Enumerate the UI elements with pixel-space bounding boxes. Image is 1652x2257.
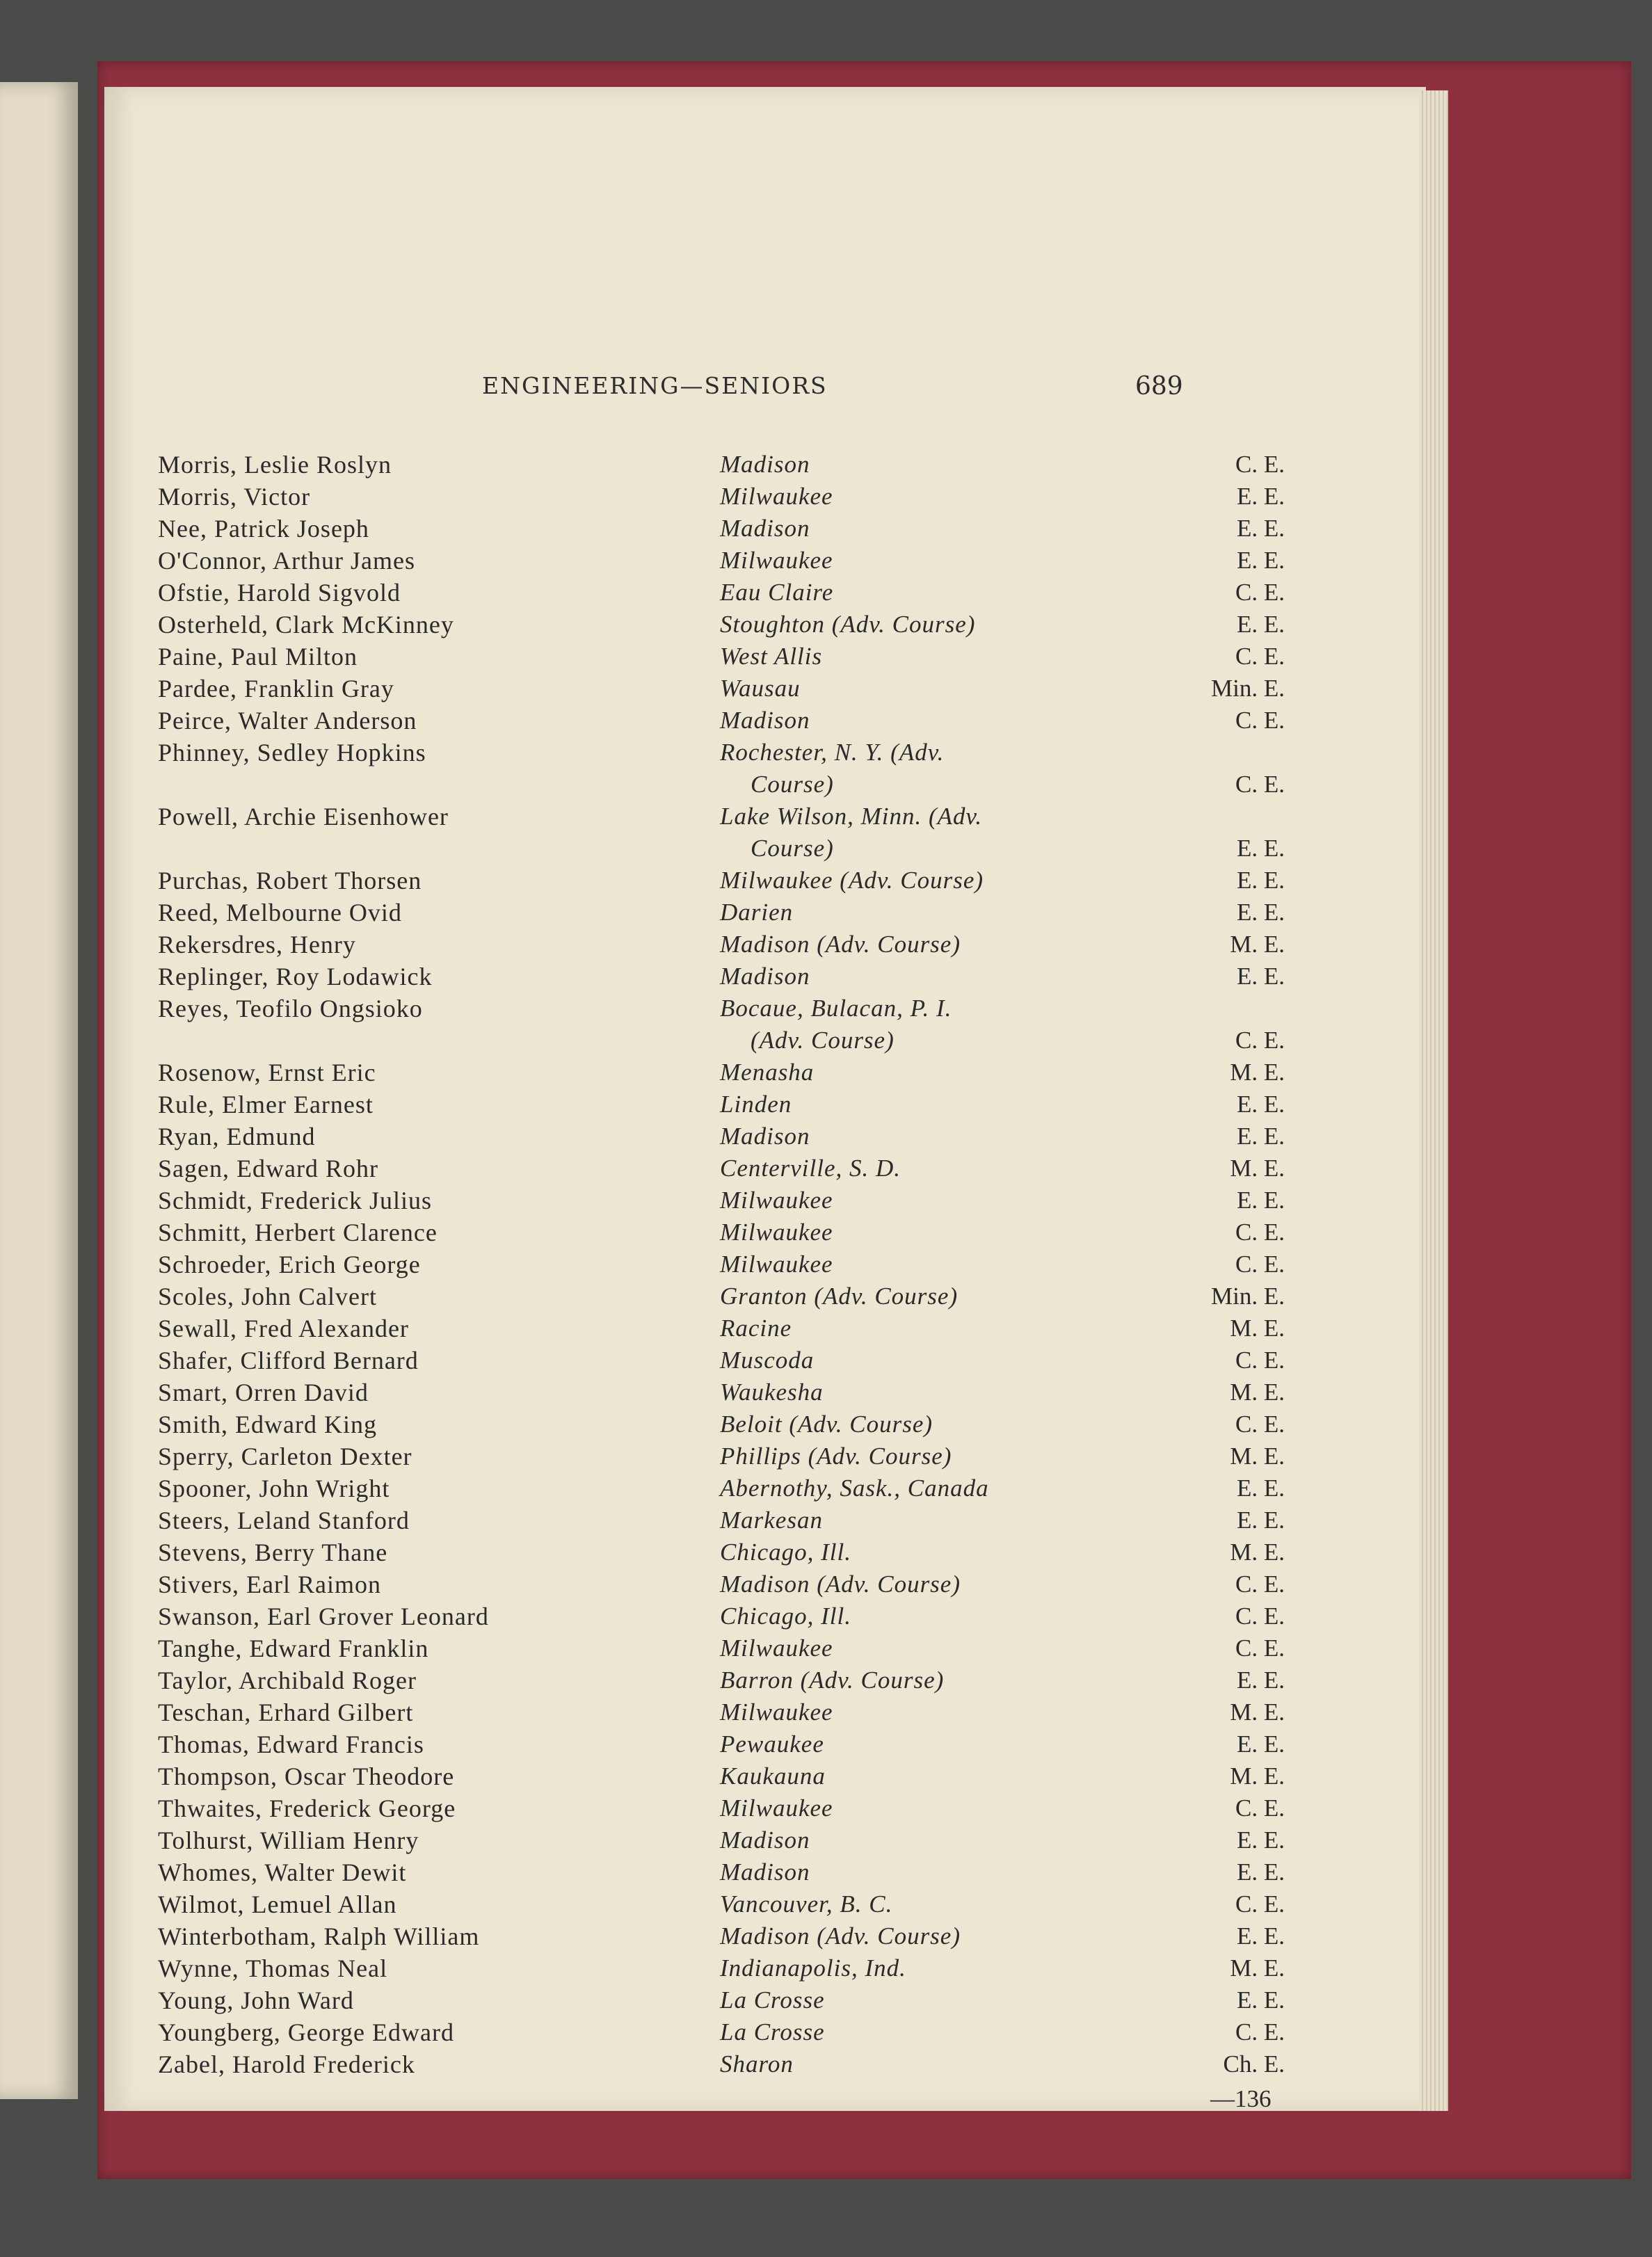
hometown <box>720 1920 1097 1952</box>
list-item <box>158 673 1306 705</box>
student-name: Thomas, Edward Francis <box>158 1730 424 1758</box>
list-item <box>158 2016 1306 2048</box>
list-item <box>158 1440 1306 1472</box>
hometown-line: Milwaukee <box>720 1187 833 1214</box>
list-item <box>158 1121 1306 1152</box>
list-item <box>158 737 1306 801</box>
list-item <box>158 577 1306 609</box>
list-item <box>158 1536 1306 1568</box>
hometown-line: Madison (Adv. Course) <box>720 931 961 958</box>
hometown <box>720 545 1097 577</box>
hometown-line: Milwaukee <box>720 1698 833 1726</box>
hometown <box>720 1248 1097 1280</box>
degree-label: M. E. <box>1230 1954 1285 1982</box>
student-name: Shafer, Clifford Bernard <box>158 1347 419 1374</box>
list-item <box>158 1824 1306 1856</box>
list-item <box>158 929 1306 961</box>
list-item <box>158 481 1306 513</box>
hometown-line: Markesan <box>720 1507 823 1534</box>
hometown-line: Bocaue, Bulacan, P. I. <box>720 995 952 1022</box>
list-item <box>158 897 1306 929</box>
list-item <box>158 641 1306 673</box>
degree-course <box>1097 673 1306 705</box>
list-item <box>158 1408 1306 1440</box>
degree-course <box>1097 1600 1306 1632</box>
hometown-line: La Crosse <box>720 2018 825 2046</box>
degree-label: E. E. <box>1236 867 1285 894</box>
degree-course <box>1097 1152 1306 1184</box>
hometown-line: Rochester, N. Y. (Adv. <box>720 739 945 766</box>
hometown <box>720 1696 1097 1728</box>
student-name: Schroeder, Erich George <box>158 1251 421 1278</box>
list-item <box>158 1152 1306 1184</box>
student-name: Youngberg, George Edward <box>158 2018 454 2046</box>
hometown <box>720 1760 1097 1792</box>
degree-course <box>1097 1536 1306 1568</box>
hometown <box>720 1792 1097 1824</box>
student-name: Thompson, Oscar Theodore <box>158 1762 455 1790</box>
hometown-line: Phillips (Adv. Course) <box>720 1443 952 1470</box>
hometown-line: Madison <box>720 451 810 478</box>
degree-label: C. E. <box>1235 1794 1285 1822</box>
hometown-line: Linden <box>720 1091 792 1118</box>
hometown <box>720 577 1097 609</box>
degree-course <box>1097 1472 1306 1504</box>
facing-page-edge <box>0 82 78 2099</box>
degree-course <box>1097 1856 1306 1888</box>
student-name: Reyes, Teofilo Ongsioko <box>158 995 423 1022</box>
degree-course <box>1097 449 1306 481</box>
hometown-continuation: Course) <box>751 771 834 798</box>
degree-label: E. E. <box>1236 483 1285 510</box>
list-item <box>158 1600 1306 1632</box>
degree-course <box>1097 1760 1306 1792</box>
hometown-line: West Allis <box>720 643 823 670</box>
degree-label: E. E. <box>1236 963 1285 990</box>
student-name: Morris, Leslie Roslyn <box>158 451 392 479</box>
student-name: Rekersdres, Henry <box>158 931 356 958</box>
hometown <box>720 641 1097 673</box>
degree-course <box>1097 1920 1306 1952</box>
degree-course <box>1097 1280 1306 1312</box>
hometown <box>720 1664 1097 1696</box>
hometown-line: Darien <box>720 899 794 926</box>
student-name: Ryan, Edmund <box>158 1123 316 1150</box>
hometown <box>720 1121 1097 1152</box>
hometown <box>720 673 1097 705</box>
hometown <box>720 1057 1097 1089</box>
degree-label: M. E. <box>1230 1698 1285 1726</box>
hometown-line: Menasha <box>720 1059 815 1086</box>
page-header <box>104 372 1426 407</box>
hometown <box>720 1312 1097 1344</box>
degree-label: C. E. <box>1235 451 1285 478</box>
student-list <box>158 449 1306 2080</box>
student-name: Reed, Melbourne Ovid <box>158 899 402 926</box>
degree-course <box>1097 1728 1306 1760</box>
hometown <box>720 1632 1097 1664</box>
degree-course <box>1097 577 1306 609</box>
hometown <box>720 449 1097 481</box>
degree-label: E. E. <box>1236 1666 1285 1694</box>
list-item <box>158 1760 1306 1792</box>
hometown <box>720 1600 1097 1632</box>
degree-label: C. E. <box>1235 1411 1285 1438</box>
hometown <box>720 2048 1097 2080</box>
student-name: Pardee, Franklin Gray <box>158 675 394 702</box>
student-name: Scoles, John Calvert <box>158 1283 377 1310</box>
degree-course <box>1097 481 1306 513</box>
list-item <box>158 1216 1306 1248</box>
student-name: Zabel, Harold Frederick <box>158 2050 415 2078</box>
student-name: Thwaites, Frederick George <box>158 1794 456 1822</box>
list-item <box>158 1984 1306 2016</box>
hometown-line: Racine <box>720 1315 792 1342</box>
degree-course <box>1097 1248 1306 1280</box>
degree-course <box>1097 1888 1306 1920</box>
hometown-line: Sharon <box>720 2050 794 2078</box>
student-name: Wynne, Thomas Neal <box>158 1954 388 1982</box>
degree-course <box>1097 513 1306 545</box>
running-head: ENGINEERING—SENIORS <box>482 372 828 399</box>
hometown-line: Milwaukee <box>720 1251 833 1278</box>
hometown-line: Madison (Adv. Course) <box>720 1571 961 1598</box>
page-edges <box>1419 90 1448 2111</box>
list-item <box>158 1248 1306 1280</box>
degree-label: C. E. <box>1235 1027 1285 1054</box>
student-name: Whomes, Walter Dewit <box>158 1858 407 1886</box>
degree-label: C. E. <box>1235 1251 1285 1278</box>
list-item <box>158 1504 1306 1536</box>
degree-course <box>1097 705 1306 737</box>
hometown <box>720 705 1097 737</box>
degree-course <box>1097 545 1306 577</box>
list-item <box>158 449 1306 481</box>
hometown-line: Pewaukee <box>720 1730 824 1758</box>
list-item <box>158 1280 1306 1312</box>
degree-label: M. E. <box>1230 1539 1285 1566</box>
hometown-line: Madison <box>720 963 810 990</box>
hometown <box>720 1984 1097 2016</box>
student-name: Wilmot, Lemuel Allan <box>158 1890 397 1918</box>
list-item <box>158 1344 1306 1376</box>
book-page <box>104 87 1426 2111</box>
degree-label: M. E. <box>1230 1443 1285 1470</box>
hometown <box>720 1824 1097 1856</box>
degree-course <box>1097 865 1306 897</box>
student-name: Tanghe, Edward Franklin <box>158 1634 429 1662</box>
student-name: Tolhurst, William Henry <box>158 1826 419 1854</box>
degree-label: C. E. <box>1235 1347 1285 1374</box>
list-item <box>158 1057 1306 1089</box>
list-item <box>158 705 1306 737</box>
student-name: Sperry, Carleton Dexter <box>158 1443 412 1470</box>
student-name: Smith, Edward King <box>158 1411 377 1438</box>
hometown-line: Milwaukee <box>720 483 833 510</box>
list-item <box>158 513 1306 545</box>
degree-course <box>1097 2048 1306 2080</box>
student-name: Osterheld, Clark McKinney <box>158 611 454 638</box>
hometown <box>720 737 1097 801</box>
hometown <box>720 481 1097 513</box>
degree-course <box>1097 609 1306 641</box>
hometown-line: Milwaukee <box>720 1794 833 1822</box>
page-number: 689 <box>1135 372 1183 401</box>
hometown-line: Madison <box>720 515 810 542</box>
list-item <box>158 961 1306 993</box>
hometown <box>720 1568 1097 1600</box>
list-item <box>158 1920 1306 1952</box>
hometown-line: Madison <box>720 1123 810 1150</box>
list-item <box>158 801 1306 865</box>
hometown <box>720 1504 1097 1536</box>
hometown <box>720 1728 1097 1760</box>
degree-label: C. E. <box>1235 707 1285 734</box>
degree-label: E. E. <box>1236 835 1285 862</box>
degree-course <box>1097 1440 1306 1472</box>
hometown-line: Milwaukee <box>720 1634 833 1662</box>
hometown <box>720 1440 1097 1472</box>
hometown <box>720 929 1097 961</box>
hometown <box>720 1089 1097 1121</box>
list-item <box>158 609 1306 641</box>
student-name: Phinney, Sedley Hopkins <box>158 739 426 766</box>
list-item <box>158 1728 1306 1760</box>
degree-label: E. E. <box>1236 1826 1285 1854</box>
degree-label: Min. E. <box>1211 1283 1285 1310</box>
hometown-line: Madison <box>720 1826 810 1854</box>
degree-label: C. E. <box>1235 2018 1285 2046</box>
list-item <box>158 1632 1306 1664</box>
student-name: Schmitt, Herbert Clarence <box>158 1219 438 1246</box>
list-item <box>158 1696 1306 1728</box>
degree-label: C. E. <box>1235 579 1285 606</box>
hometown-line: Milwaukee <box>720 547 833 574</box>
hometown-line: Indianapolis, Ind. <box>720 1954 906 1982</box>
student-name: Paine, Paul Milton <box>158 643 358 670</box>
hometown <box>720 2016 1097 2048</box>
hometown-line: Milwaukee (Adv. Course) <box>720 867 984 894</box>
degree-course <box>1097 1344 1306 1376</box>
degree-label: C. E. <box>1235 1890 1285 1918</box>
degree-label: E. E. <box>1236 1986 1285 2014</box>
total-count: —136 <box>1210 2085 1272 2112</box>
hometown-continuation: (Adv. Course) <box>751 1027 895 1054</box>
degree-label: C. E. <box>1235 1571 1285 1598</box>
degree-course <box>1097 1568 1306 1600</box>
hometown <box>720 1856 1097 1888</box>
degree-course <box>1097 897 1306 929</box>
degree-course <box>1097 1952 1306 1984</box>
hometown <box>720 1952 1097 1984</box>
degree-course <box>1097 961 1306 993</box>
hometown-line: Madison <box>720 1858 810 1886</box>
degree-course <box>1097 641 1306 673</box>
degree-label: E. E. <box>1236 1922 1285 1950</box>
degree-label: E. E. <box>1236 547 1285 574</box>
hometown <box>720 1888 1097 1920</box>
degree-label: E. E. <box>1236 1507 1285 1534</box>
hometown-continuation: Course) <box>751 835 834 862</box>
student-name: O'Connor, Arthur James <box>158 547 416 575</box>
hometown <box>720 513 1097 545</box>
hometown-line: Madison <box>720 707 810 734</box>
hometown <box>720 961 1097 993</box>
degree-course <box>1097 1984 1306 2016</box>
degree-course <box>1097 1504 1306 1536</box>
list-item <box>158 1792 1306 1824</box>
student-name: Winterbotham, Ralph William <box>158 1922 480 1950</box>
degree-course <box>1097 1696 1306 1728</box>
student-name: Steers, Leland Stanford <box>158 1507 410 1534</box>
hometown-line: Chicago, Ill. <box>720 1539 851 1566</box>
student-name: Spooner, John Wright <box>158 1475 390 1502</box>
list-item <box>158 1888 1306 1920</box>
degree-label: M. E. <box>1230 931 1285 958</box>
student-name: Young, John Ward <box>158 1986 354 2014</box>
degree-label: C. E. <box>1235 1603 1285 1630</box>
hometown-line: Chicago, Ill. <box>720 1603 851 1630</box>
degree-course <box>1097 1792 1306 1824</box>
hometown-line: Barron (Adv. Course) <box>720 1666 945 1694</box>
student-name: Replinger, Roy Lodawick <box>158 963 433 990</box>
student-name: Teschan, Erhard Gilbert <box>158 1698 414 1726</box>
hometown <box>720 1408 1097 1440</box>
hometown-line: Madison (Adv. Course) <box>720 1922 961 1950</box>
degree-label: Ch. E. <box>1223 2050 1285 2078</box>
degree-course <box>1097 737 1306 801</box>
hometown <box>720 1216 1097 1248</box>
hometown <box>720 1536 1097 1568</box>
hometown-line: Abernothy, Sask., Canada <box>720 1475 989 1502</box>
hometown <box>720 897 1097 929</box>
student-name: Powell, Archie Eisenhower <box>158 803 449 830</box>
degree-label: E. E. <box>1236 1730 1285 1758</box>
student-name: Taylor, Archibald Roger <box>158 1666 417 1694</box>
degree-course <box>1097 801 1306 865</box>
student-name: Nee, Patrick Joseph <box>158 515 369 543</box>
hometown <box>720 1344 1097 1376</box>
student-name: Smart, Orren David <box>158 1379 369 1406</box>
hometown <box>720 609 1097 641</box>
degree-label: E. E. <box>1236 1091 1285 1118</box>
hometown-line: Kaukauna <box>720 1762 826 1790</box>
hometown <box>720 1184 1097 1216</box>
list-item <box>158 1472 1306 1504</box>
hometown <box>720 865 1097 897</box>
student-name: Peirce, Walter Anderson <box>158 707 417 734</box>
list-item <box>158 1664 1306 1696</box>
degree-course <box>1097 1312 1306 1344</box>
hometown-line: Stoughton (Adv. Course) <box>720 611 976 638</box>
list-item <box>158 1376 1306 1408</box>
degree-course <box>1097 1408 1306 1440</box>
student-name: Rule, Elmer Earnest <box>158 1091 374 1118</box>
degree-label: E. E. <box>1236 515 1285 542</box>
degree-course <box>1097 1216 1306 1248</box>
degree-course <box>1097 1089 1306 1121</box>
hometown-line: Granton (Adv. Course) <box>720 1283 959 1310</box>
degree-label: E. E. <box>1236 1858 1285 1886</box>
degree-label: C. E. <box>1235 771 1285 798</box>
list-item <box>158 545 1306 577</box>
degree-label: M. E. <box>1230 1155 1285 1182</box>
hometown-line: Milwaukee <box>720 1219 833 1246</box>
degree-label: M. E. <box>1230 1762 1285 1790</box>
list-item <box>158 1568 1306 1600</box>
degree-course <box>1097 1376 1306 1408</box>
hometown <box>720 993 1097 1057</box>
hometown <box>720 1152 1097 1184</box>
student-name: Schmidt, Frederick Julius <box>158 1187 432 1214</box>
list-item <box>158 865 1306 897</box>
list-item <box>158 1089 1306 1121</box>
degree-label: C. E. <box>1235 1634 1285 1662</box>
hometown-line: Centerville, S. D. <box>720 1155 901 1182</box>
hometown-line: Waukesha <box>720 1379 824 1406</box>
degree-label: Min. E. <box>1211 675 1285 702</box>
student-name: Swanson, Earl Grover Leonard <box>158 1603 489 1630</box>
hometown-line: Muscoda <box>720 1347 815 1374</box>
degree-course <box>1097 1632 1306 1664</box>
list-item <box>158 1952 1306 1984</box>
hometown-line: La Crosse <box>720 1986 825 2014</box>
student-name: Ofstie, Harold Sigvold <box>158 579 401 607</box>
hometown-line: Wausau <box>720 675 801 702</box>
hometown <box>720 1280 1097 1312</box>
degree-label: E. E. <box>1236 899 1285 926</box>
degree-label: E. E. <box>1236 611 1285 638</box>
student-name: Purchas, Robert Thorsen <box>158 867 422 894</box>
list-item <box>158 1312 1306 1344</box>
hometown-line: Beloit (Adv. Course) <box>720 1411 933 1438</box>
hometown-line: Vancouver, B. C. <box>720 1890 893 1918</box>
list-item <box>158 1856 1306 1888</box>
degree-label: M. E. <box>1230 1379 1285 1406</box>
hometown-line: Lake Wilson, Minn. (Adv. <box>720 803 983 830</box>
degree-label: M. E. <box>1230 1315 1285 1342</box>
degree-label: C. E. <box>1235 643 1285 670</box>
degree-course <box>1097 1057 1306 1089</box>
hometown <box>720 1472 1097 1504</box>
list-item <box>158 2048 1306 2080</box>
list-item <box>158 993 1306 1057</box>
degree-course <box>1097 929 1306 961</box>
student-name: Rosenow, Ernst Eric <box>158 1059 376 1086</box>
degree-course <box>1097 993 1306 1057</box>
degree-course <box>1097 1121 1306 1152</box>
degree-label: E. E. <box>1236 1475 1285 1502</box>
student-name: Sewall, Fred Alexander <box>158 1315 409 1342</box>
degree-label: E. E. <box>1236 1187 1285 1214</box>
student-name: Stivers, Earl Raimon <box>158 1571 381 1598</box>
student-name: Morris, Victor <box>158 483 311 511</box>
degree-course <box>1097 1824 1306 1856</box>
student-name: Stevens, Berry Thane <box>158 1539 388 1566</box>
degree-course <box>1097 2016 1306 2048</box>
list-item <box>158 1184 1306 1216</box>
student-name: Sagen, Edward Rohr <box>158 1155 378 1182</box>
hometown <box>720 801 1097 865</box>
degree-label: M. E. <box>1230 1059 1285 1086</box>
degree-label: E. E. <box>1236 1123 1285 1150</box>
degree-label: C. E. <box>1235 1219 1285 1246</box>
degree-course <box>1097 1664 1306 1696</box>
hometown-line: Eau Claire <box>720 579 834 606</box>
degree-course <box>1097 1184 1306 1216</box>
hometown <box>720 1376 1097 1408</box>
